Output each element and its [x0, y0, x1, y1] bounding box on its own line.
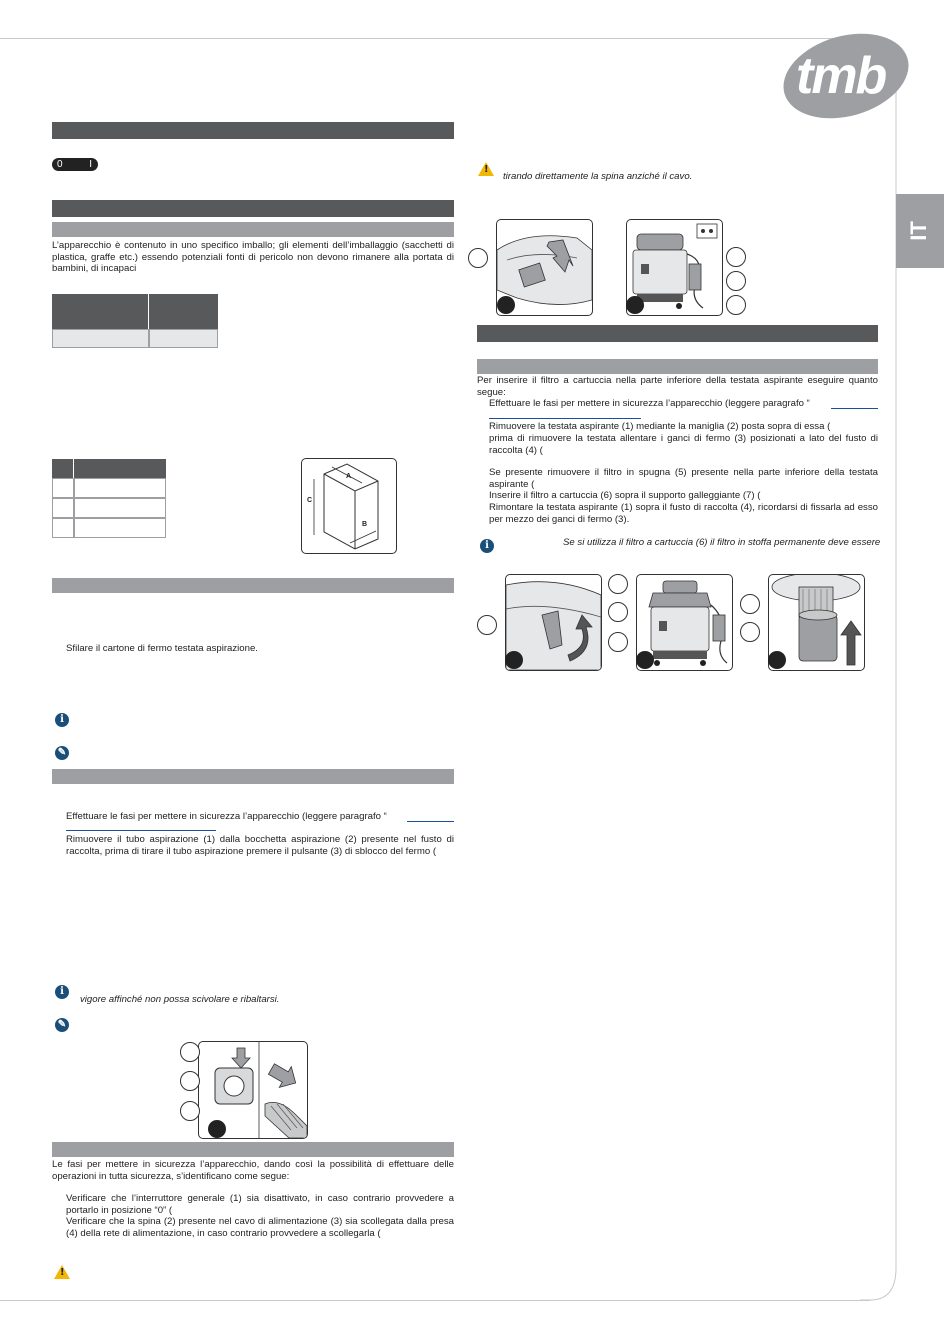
subsection-bar-hose	[52, 769, 454, 784]
table-cell	[52, 329, 149, 348]
callout-1	[180, 1042, 200, 1062]
warning-icon	[54, 1265, 70, 1279]
filter-step-1-link-cont[interactable]	[489, 418, 641, 419]
callout-2	[608, 574, 628, 594]
packaging-text: L’apparecchio è contenuto in uno specifico imballo; gli elementi dell’imballaggio (sacchetti di plastica, graffe etc.) essendo potenziali fonti di pericolo non devono rimanere alla portata di bambini, di incapaci	[52, 240, 454, 275]
table-row	[74, 498, 166, 518]
page-bottom-rule	[0, 1300, 870, 1301]
hose-step-1-link-cont[interactable]	[66, 830, 216, 831]
hose-step-1-link[interactable]	[407, 821, 454, 822]
warning-icon	[478, 162, 494, 176]
callout-7	[740, 594, 760, 614]
safety-step-1: Verificare che l’interruttore generale (1) sia disattivato, in caso contrario provvedere a portarlo in posizione “0” (	[66, 1193, 454, 1216]
callout-3	[726, 295, 746, 315]
switch-off-label: 0	[57, 159, 63, 170]
info-icon: i	[55, 985, 69, 999]
table-header-cell	[52, 459, 74, 478]
switch-symbol	[52, 158, 98, 171]
unpack-step: Sfilare il cartone di fermo testata aspirazione.	[66, 643, 258, 654]
callout-3	[180, 1101, 200, 1121]
safety-intro: Le fasi per mettere in sicurezza l’apparecchio, dando così la possibilità di effettuare delle operazioni in tutta sicurezza, s’identificano come segue:	[52, 1159, 454, 1182]
table-cell	[149, 329, 218, 348]
logo-text: tmb	[796, 47, 886, 105]
section-bar-2	[52, 200, 454, 217]
brand-logo	[780, 22, 912, 120]
table-header-cell	[149, 294, 218, 329]
dimension-label-b: B	[362, 521, 368, 528]
switch-on-label: I	[89, 159, 92, 170]
subsection-bar-packaging	[52, 222, 454, 237]
callout-1	[608, 602, 628, 622]
filter-step-3: prima di rimuovere la testata allentare i ganci di fermo (3) posizionati a lato del fusto di raccolta (4) (	[489, 433, 878, 456]
subsection-bar-filter	[477, 359, 878, 374]
info-icon: i	[55, 713, 69, 727]
table-header-cell	[52, 294, 149, 329]
warning-plug-text: tirando direttamente la spina anziché il cavo.	[503, 171, 693, 182]
filter-step-1-link[interactable]	[831, 408, 878, 409]
hose-step-1: Effettuare le fasi per mettere in sicurezza l’apparecchio (leggere paragrafo “	[66, 811, 387, 822]
subsection-bar-safety	[52, 1142, 454, 1157]
manual-icon: ✎	[55, 746, 69, 760]
table-packaging	[52, 294, 218, 348]
filter-intro: Per inserire il filtro a cartuccia nella parte inferiore della testata aspirante eseguire quanto segue:	[477, 375, 878, 398]
figure-box-dimensions	[301, 458, 397, 554]
table-row	[52, 498, 74, 518]
figure-marker	[497, 296, 515, 314]
hose-step-2: Rimuovere il tubo aspirazione (1) dalla bocchetta aspirazione (2) presente nel fusto di raccolta, prima di tirare il tubo aspirazione premere il pulsante (3) di sblocco del fermo (	[66, 834, 454, 857]
table-dimensions	[52, 459, 166, 539]
figure-marker	[208, 1120, 226, 1138]
filter-step-2: Rimuovere la testata aspirante (1) mediante la maniglia (2) posta sopra di essa (	[489, 421, 831, 432]
section-bar-1	[52, 122, 454, 139]
table-row	[52, 518, 74, 538]
figure-marker	[505, 651, 523, 669]
info-icon: i	[480, 539, 494, 553]
safety-step-2: Verificare che la spina (2) presente nel cavo di alimentazione (3) sia scollegata dalla presa (4) della rete di alimentazione, in caso contrario provvedere a scollegarla (	[66, 1216, 454, 1239]
table-header-cell	[74, 459, 166, 478]
filter-step-1: Effettuare le fasi per mettere in sicurezza l’apparecchio (leggere paragrafo “	[489, 398, 810, 409]
table-row	[52, 478, 74, 498]
callout-2	[726, 271, 746, 291]
callout-2	[180, 1071, 200, 1091]
table-row	[74, 518, 166, 538]
info-cartridge-text: Se si utilizza il filtro a cartuccia (6) il filtro in stoffa permanente deve essere	[563, 537, 881, 548]
filter-step-5: Inserire il filtro a cartuccia (6) sopra il supporto galleggiante (7) (	[489, 490, 761, 501]
figure-marker	[636, 651, 654, 669]
page-top-rule	[0, 38, 880, 39]
subsection-bar-unpacking	[52, 578, 454, 593]
info-stability-text: vigore affinché non possa scivolare e ribaltarsi.	[80, 994, 280, 1005]
filter-step-6: Rimontare la testata aspirante (1) sopra il fusto di raccolta (4), ricordarsi di fissarla ad esso per mezzo dei ganci di fermo (3).	[489, 502, 878, 525]
table-row	[74, 478, 166, 498]
figure-marker	[768, 651, 786, 669]
language-tab-label: IT	[906, 221, 931, 241]
callout-1	[726, 247, 746, 267]
section-bar-filter	[477, 325, 878, 342]
dimension-label-a: A	[346, 473, 352, 480]
callout-6	[740, 622, 760, 642]
callout-4	[608, 632, 628, 652]
dimension-label-c: C	[307, 497, 313, 504]
callout-1	[468, 248, 488, 268]
manual-icon: ✎	[55, 1018, 69, 1032]
callout-3	[477, 615, 497, 635]
filter-step-4: Se presente rimuovere il filtro in spugna (5) presente nella parte inferiore della testata aspirante (	[489, 467, 878, 490]
figure-marker	[626, 296, 644, 314]
